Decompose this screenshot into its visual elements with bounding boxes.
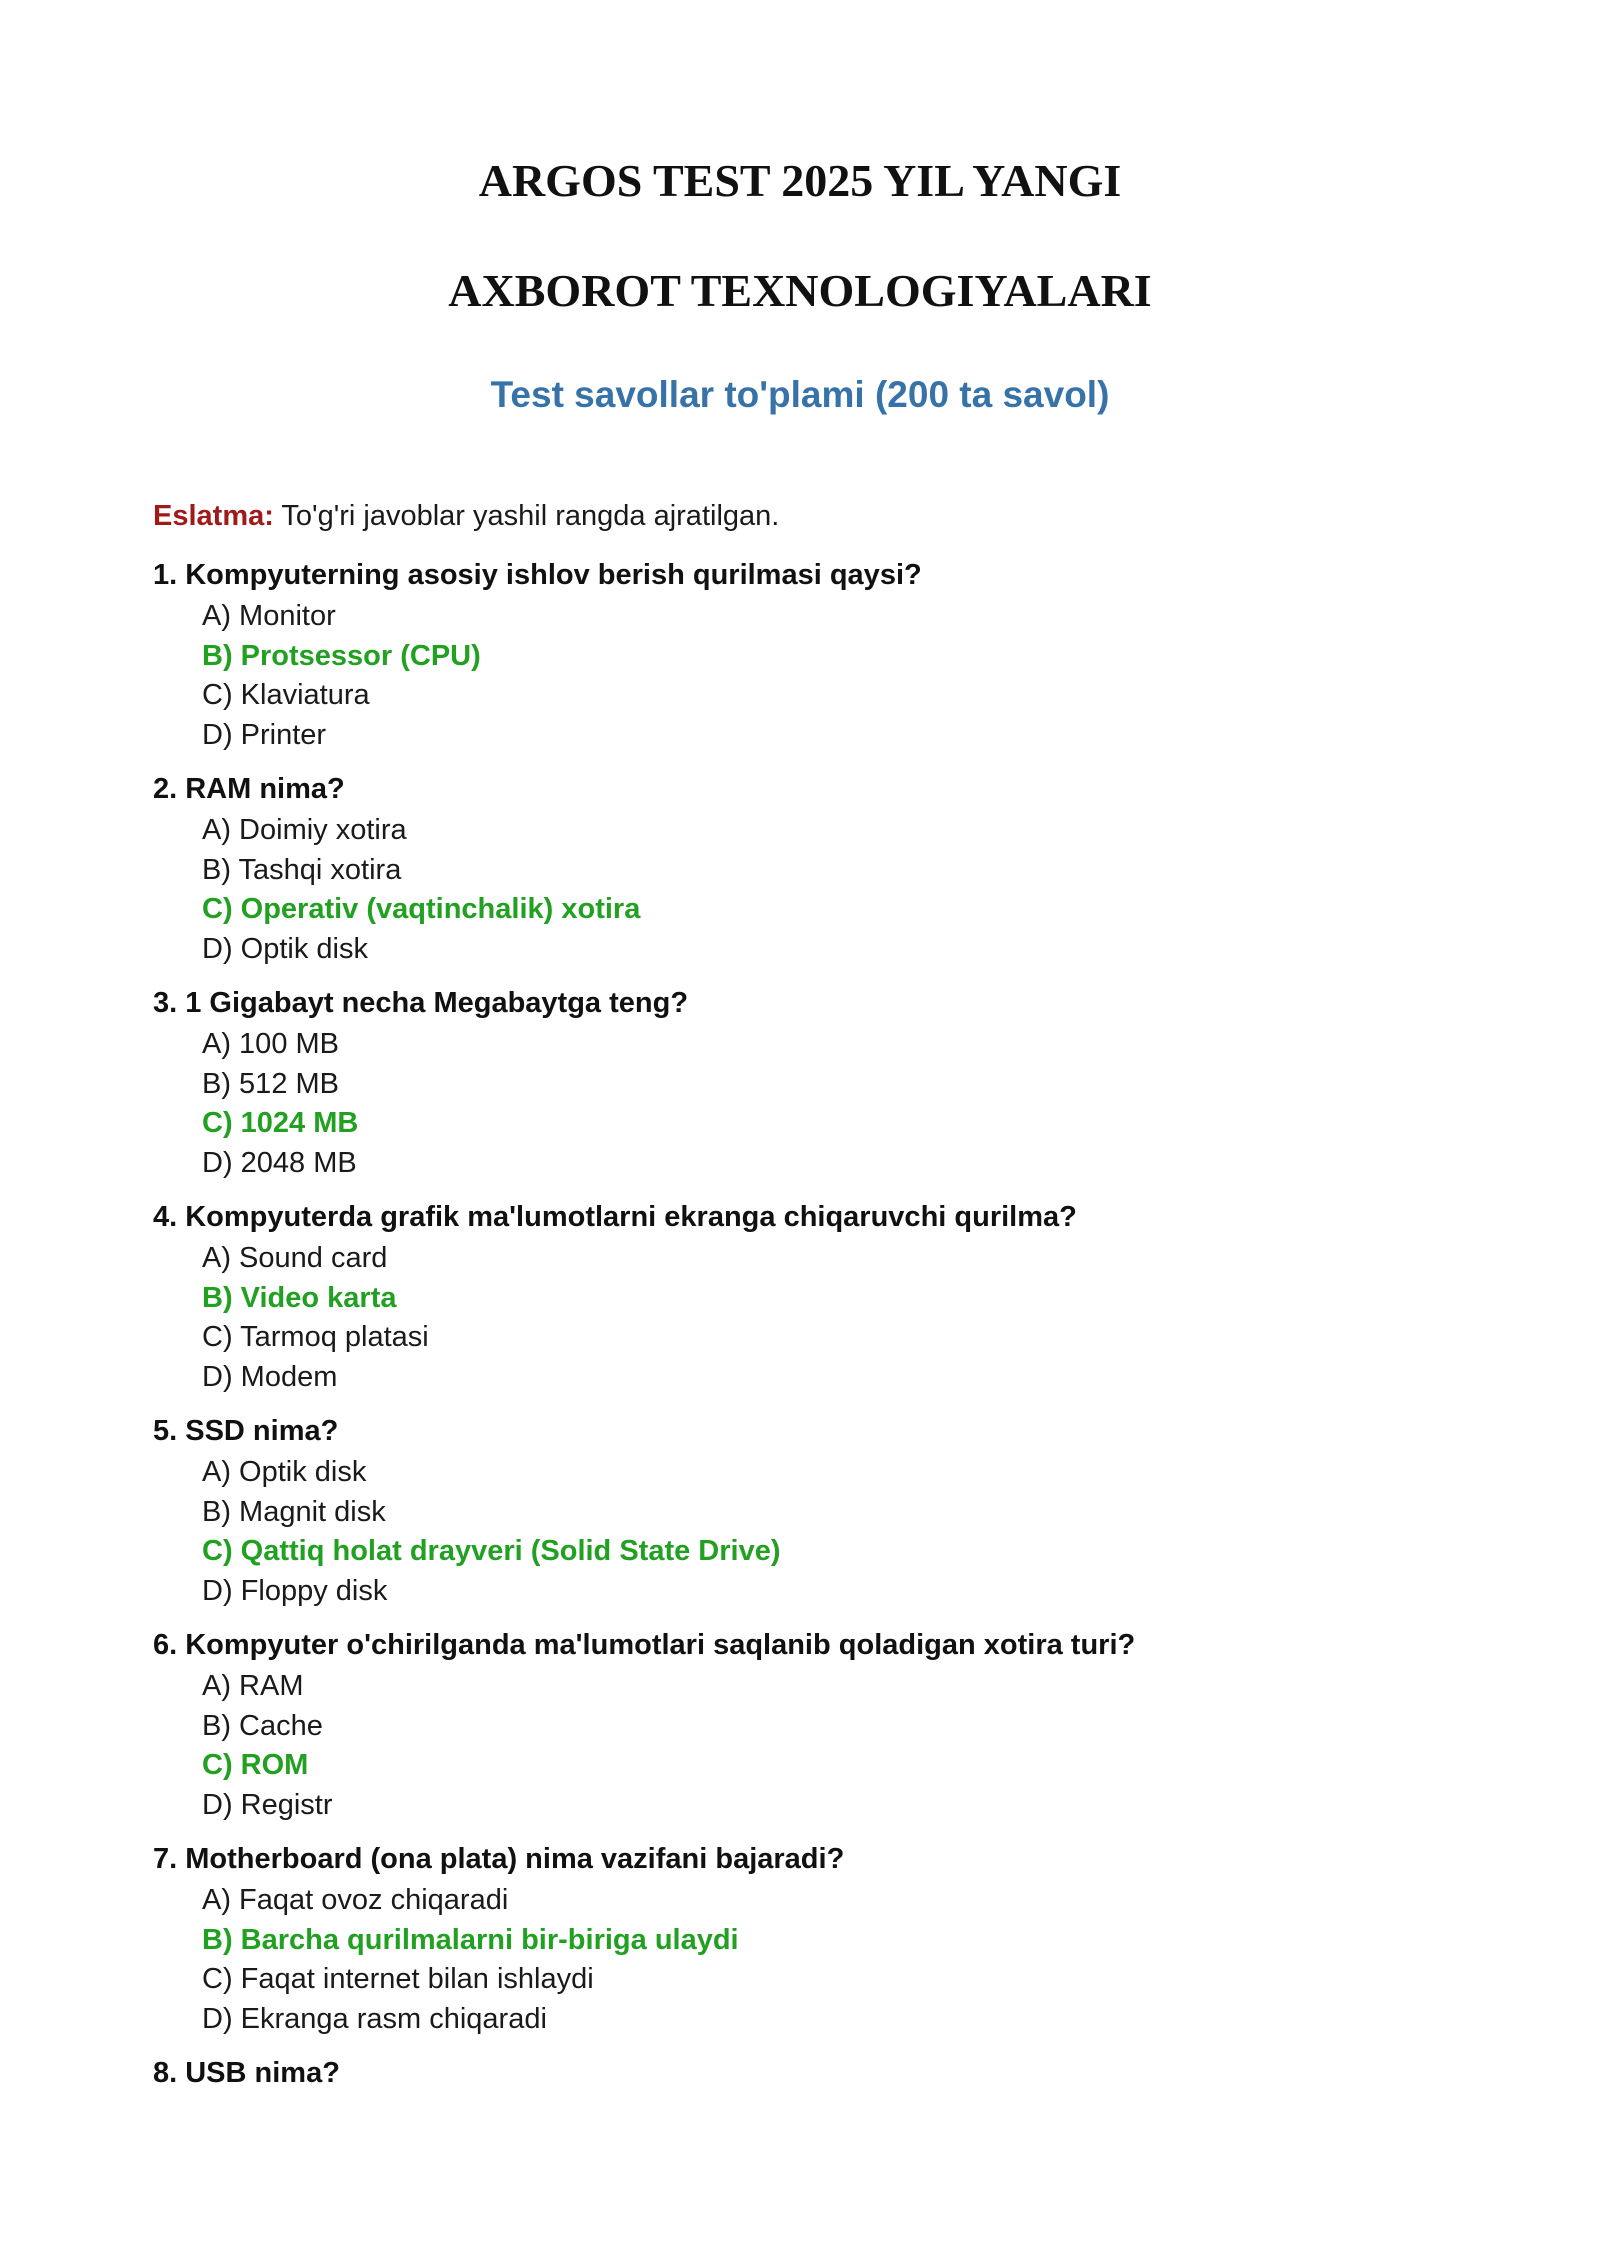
answer-option: A) Optik disk [202,1456,367,1488]
answer-option-correct: C) ROM [202,1749,309,1781]
answer-option: A) Sound card [202,1242,388,1274]
answer-option: D) Ekranga rasm chiqaradi [202,2002,547,2035]
question-block [153,1197,1453,1397]
answer-option: D) 2048 MB [202,1146,357,1179]
answer-option-correct: B) Video karta [202,1281,397,1314]
question-block [153,555,1453,755]
note [153,496,1453,536]
answer-option: D) Registr [202,1788,333,1821]
question-block [153,2053,1453,2093]
answer-option: D) Modem [202,1360,338,1393]
answer-option: A) Faqat ovoz chiqaradi [202,1884,509,1916]
question-list [153,555,1453,2093]
question-text: 6. Kompyuter o'chirilganda ma'lumotlari saqlanib qoladigan xotira turi? [153,1629,1136,1661]
answer-option: A) 100 MB [202,1028,339,1060]
question-block [153,769,1453,969]
question-block [153,983,1453,1183]
answer-option: D) Printer [202,718,327,751]
answer-option: B) Tashqi xotira [202,853,402,886]
answer-option: D) Floppy disk [202,1574,388,1607]
answer-option: B) Magnit disk [202,1495,386,1528]
question-block [153,1411,1453,1611]
answer-option-correct: B) Protsessor (CPU) [202,639,481,672]
question-text: 3. 1 Gigabayt necha Megabaytga teng? [153,987,689,1019]
answer-option: C) Klaviatura [202,679,370,711]
title-line-1: ARGOS TEST 2025 YIL YANGI [478,155,1122,206]
answer-option-correct: C) Qattiq holat drayveri (Solid State Drive) [202,1535,781,1567]
question-text: 1. Kompyuterning asosiy ishlov berish qurilmasi qaysi? [153,559,922,591]
question-text: 2. RAM nima? [153,773,345,805]
note-text: To'g'ri javoblar yashil rangda ajratilgan. [273,500,780,532]
question-block [153,1839,1453,2039]
question-text: 4. Kompyuterda grafik ma'lumotlarni ekranga chiqaruvchi qurilma? [153,1201,1077,1233]
answer-option-correct: C) Operativ (vaqtinchalik) xotira [202,893,641,925]
answer-option: A) Doimiy xotira [202,814,407,846]
answer-option-correct: C) 1024 MB [202,1107,359,1139]
answer-option: C) Tarmoq platasi [202,1321,429,1353]
subtitle: Test savollar to'plami (200 ta savol) [490,374,1110,415]
answer-option: A) RAM [202,1670,304,1702]
question-text: 8. USB nima? [153,2057,340,2089]
title-line-2: AXBOROT TEXNOLOGIYALARI [448,265,1152,316]
answer-option: B) 512 MB [202,1067,339,1100]
test-content [153,496,1453,2107]
answer-option: A) Monitor [202,600,336,632]
answer-option-correct: B) Barcha qurilmalarni bir-biriga ulaydi [202,1923,739,1956]
answer-option: D) Optik disk [202,932,368,965]
note-label: Eslatma: [153,500,274,532]
answer-option: B) Cache [202,1709,323,1742]
question-text: 7. Motherboard (ona plata) nima vazifani bajaradi? [153,1843,845,1875]
answer-option: C) Faqat internet bilan ishlaydi [202,1963,594,1995]
question-block [153,1625,1453,1825]
question-text: 5. SSD nima? [153,1415,339,1447]
